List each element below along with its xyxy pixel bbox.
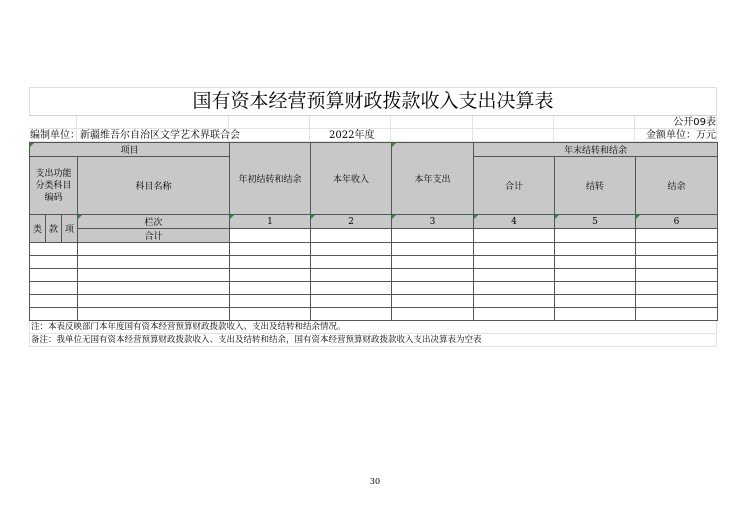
table-cell <box>78 269 230 282</box>
table-row <box>30 243 718 256</box>
table-cell <box>555 269 636 282</box>
header-expense: 本年支出 <box>392 143 474 215</box>
table-cell <box>78 295 230 308</box>
header-subject-name: 科目名称 <box>78 157 230 215</box>
column-order-label: 栏次 <box>78 215 230 229</box>
header-total: 合计 <box>474 157 555 215</box>
table-cell <box>636 282 718 295</box>
table-cell <box>230 295 311 308</box>
table-row <box>30 295 718 308</box>
header-carryover: 结转 <box>555 157 636 215</box>
table-cell <box>474 282 555 295</box>
table-row <box>30 269 718 282</box>
table-cell <box>474 269 555 282</box>
table-cell <box>392 295 474 308</box>
table-cell <box>636 256 718 269</box>
table-cell <box>311 256 392 269</box>
table-cell <box>230 269 311 282</box>
header-function-code: 支出功能分类科目编码 <box>30 157 78 215</box>
column-number: 3 <box>392 215 474 229</box>
table-cell <box>392 229 474 243</box>
table-cell <box>392 256 474 269</box>
notes <box>29 321 717 347</box>
remark-line: 备注：我单位无国有资本经营预算财政拨款收入、支出及结转和结余，国有资本经营预算财政拨款收入支出决算表为空表 <box>29 334 717 347</box>
table-cell <box>30 256 78 269</box>
table-cell <box>636 269 718 282</box>
table-cell <box>555 256 636 269</box>
table-cell <box>474 295 555 308</box>
header-kuan: 款 <box>46 215 62 243</box>
report-sheet <box>29 87 717 347</box>
table-row <box>30 282 718 295</box>
compiling-unit: 编制单位：新疆维吾尔自治区文学艺术界联合会 <box>30 130 240 141</box>
table-cell <box>392 282 474 295</box>
column-number: 2 <box>311 215 392 229</box>
header-xiang: 项 <box>62 215 78 243</box>
table-cell <box>636 229 718 243</box>
table-cell <box>555 282 636 295</box>
column-number: 4 <box>474 215 555 229</box>
report-title: 国有资本经营预算财政拨款收入支出决算表 <box>29 87 717 116</box>
table-cell <box>555 295 636 308</box>
column-number: 5 <box>555 215 636 229</box>
header-surplus: 结余 <box>636 157 718 215</box>
table-cell <box>474 243 555 256</box>
table-row <box>30 256 718 269</box>
table-cell <box>636 295 718 308</box>
header-income: 本年收入 <box>311 143 392 215</box>
table-cell <box>311 295 392 308</box>
table-cell <box>555 229 636 243</box>
table-cell <box>30 308 78 321</box>
table-cell <box>230 229 311 243</box>
table-cell <box>311 243 392 256</box>
amount-unit: 金额单位：万元 <box>646 130 716 141</box>
table-cell <box>474 229 555 243</box>
table-cell <box>230 308 311 321</box>
table-cell <box>392 269 474 282</box>
column-number: 1 <box>230 215 311 229</box>
header-begin-balance: 年初结转和结余 <box>230 143 311 215</box>
table-cell <box>474 256 555 269</box>
table-cell <box>78 308 230 321</box>
table-cell <box>30 269 78 282</box>
table-cell <box>311 282 392 295</box>
table-cell <box>555 243 636 256</box>
table-cell <box>311 269 392 282</box>
table-cell <box>78 256 230 269</box>
table-row <box>30 308 718 321</box>
table-cell <box>230 282 311 295</box>
budget-table <box>29 142 718 321</box>
table-cell <box>474 308 555 321</box>
unit-row <box>29 129 717 142</box>
table-cell <box>311 308 392 321</box>
table-cell <box>78 282 230 295</box>
table-cell <box>311 229 392 243</box>
table-cell <box>392 243 474 256</box>
table-cell <box>230 256 311 269</box>
report-year: 2022年度 <box>329 130 375 141</box>
form-code-row <box>29 116 717 129</box>
column-number: 6 <box>636 215 718 229</box>
header-lei: 类 <box>30 215 46 243</box>
table-cell <box>30 282 78 295</box>
empty-rows <box>30 243 718 321</box>
table-cell <box>392 308 474 321</box>
page-number: 30 <box>369 477 381 486</box>
table-cell <box>30 243 78 256</box>
sum-row-label: 合计 <box>78 229 230 243</box>
form-code: 公开09表 <box>673 117 716 128</box>
note-line: 注：本表反映部门本年度国有资本经营预算财政拨款收入、支出及结转和结余情况。 <box>29 321 717 334</box>
table-cell <box>78 243 230 256</box>
header-project: 项目 <box>30 143 230 157</box>
table-cell <box>636 308 718 321</box>
header-end-balance: 年末结转和结余 <box>474 143 718 157</box>
table-cell <box>555 308 636 321</box>
table-cell <box>230 243 311 256</box>
table-cell <box>30 295 78 308</box>
table-cell <box>636 243 718 256</box>
